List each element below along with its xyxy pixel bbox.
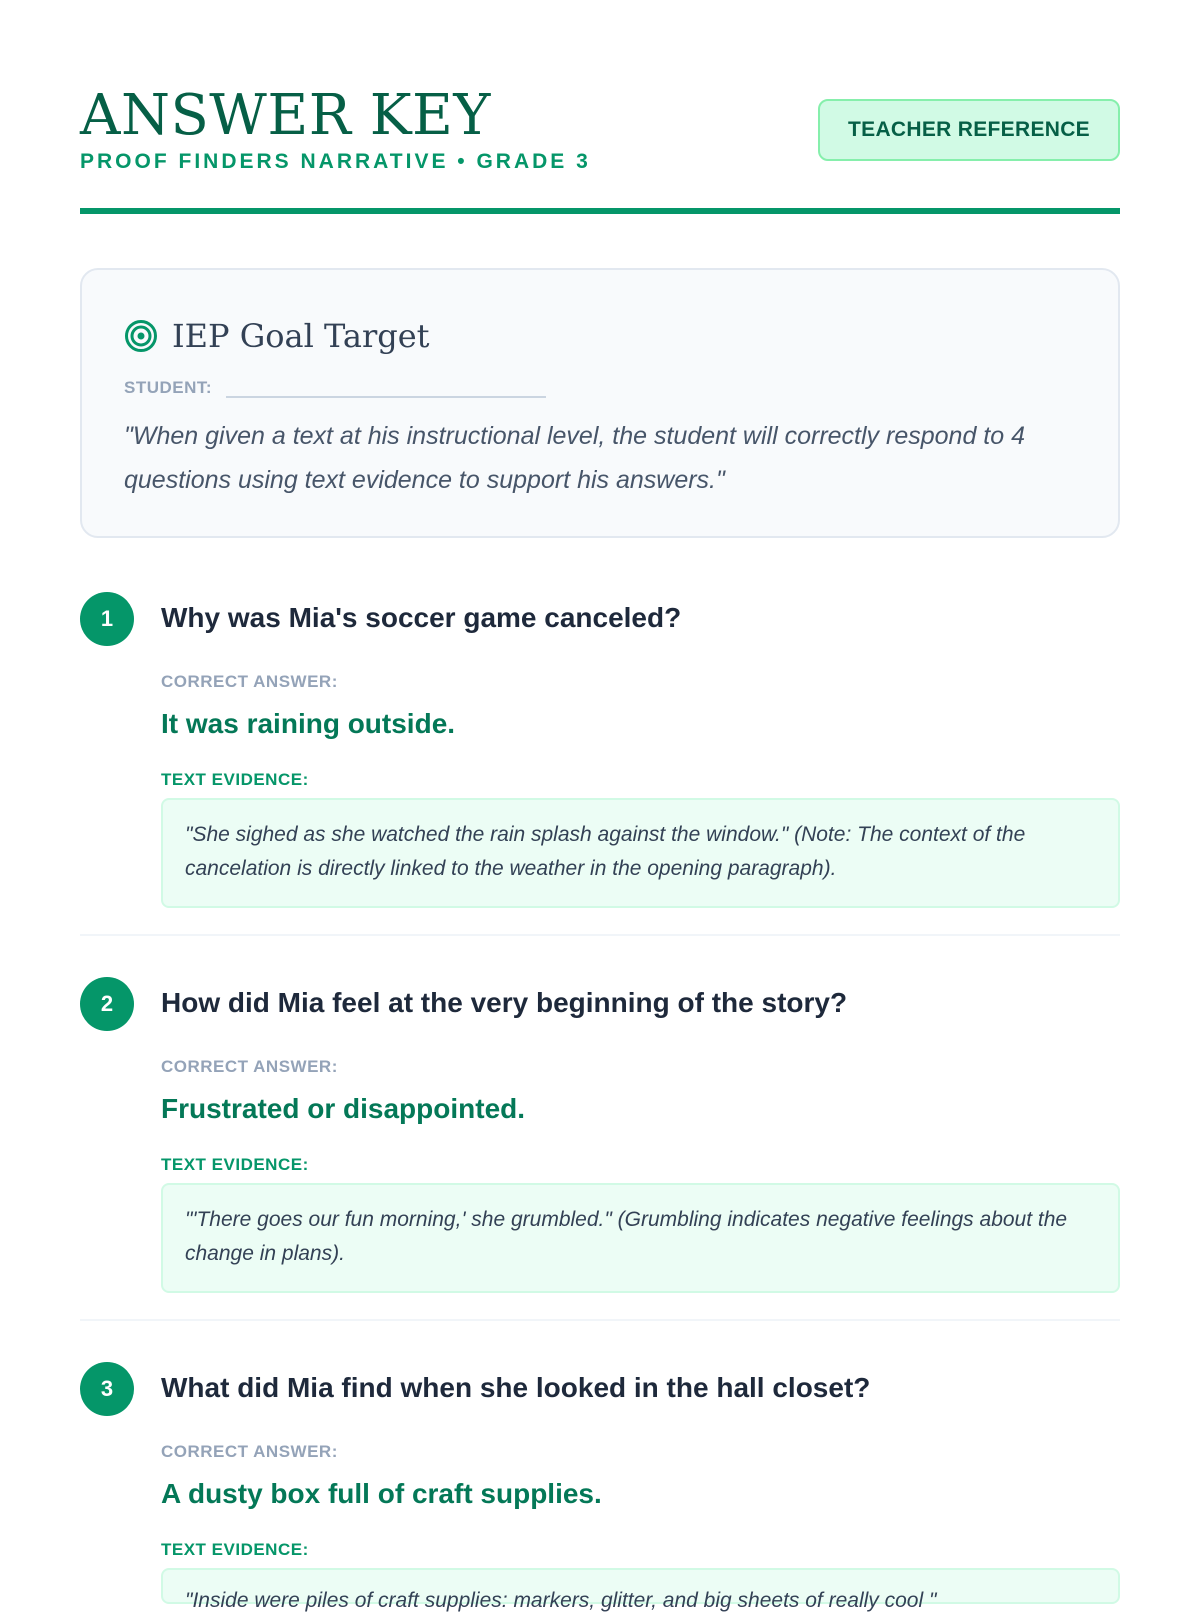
correct-answer: A dusty box full of craft supplies. [161,1478,602,1509]
question-number-badge: 3 [80,1362,134,1416]
correct-answer-label: CORRECT ANSWER: [161,1057,338,1076]
header-divider [80,208,1120,214]
teacher-reference-badge: TEACHER REFERENCE [818,99,1120,161]
iep-card-title: IEP Goal Target [172,317,430,355]
correct-answer: Frustrated or disappointed. [161,1093,526,1124]
question-item [80,592,1120,942]
question-text: Why was Mia's soccer game canceled? [161,602,682,633]
iep-card-header [124,312,1076,360]
question-divider [80,934,1120,936]
page-subtitle: PROOF FINDERS NARRATIVE • GRADE 3 [80,150,591,173]
student-name-blank [226,378,546,398]
question-item [80,977,1120,1327]
correct-answer: It was raining outside. [161,708,456,739]
page-title: ANSWER KEY [80,83,491,148]
student-row [124,374,1076,398]
correct-answer-label: CORRECT ANSWER: [161,1442,338,1461]
correct-answer-label: CORRECT ANSWER: [161,672,338,691]
target-icon [124,319,158,353]
iep-goal-card [80,268,1120,538]
text-evidence-label: TEXT EVIDENCE: [161,1540,309,1559]
text-evidence-label: TEXT EVIDENCE: [161,770,309,789]
student-label: STUDENT: [124,378,213,397]
text-evidence-box: "'There goes our fun morning,' she grumbled." (Grumbling indicates negative feelings about the change in plans). [161,1183,1120,1293]
text-evidence-box: "She sighed as she watched the rain splash against the window." (Note: The context of the cancelation is directly linked to the weather in the opening paragraph). [161,798,1120,908]
text-evidence-label: TEXT EVIDENCE: [161,1155,309,1174]
question-number-badge: 2 [80,977,134,1031]
question-item [80,1362,1120,1612]
question-divider [80,1319,1120,1321]
question-number-badge: 1 [80,592,134,646]
question-text: How did Mia feel at the very beginning of the story? [161,987,848,1018]
header [80,80,1120,214]
text-evidence-box: "Inside were piles of craft supplies: markers, glitter, and big sheets of really cool " [161,1568,1120,1604]
iep-goal-text: "When given a text at his instructional level, the student will correctly respond to 4 questions using text evidence to support his answers." [124,422,1025,494]
question-text: What did Mia find when she looked in the hall closet? [161,1372,871,1403]
